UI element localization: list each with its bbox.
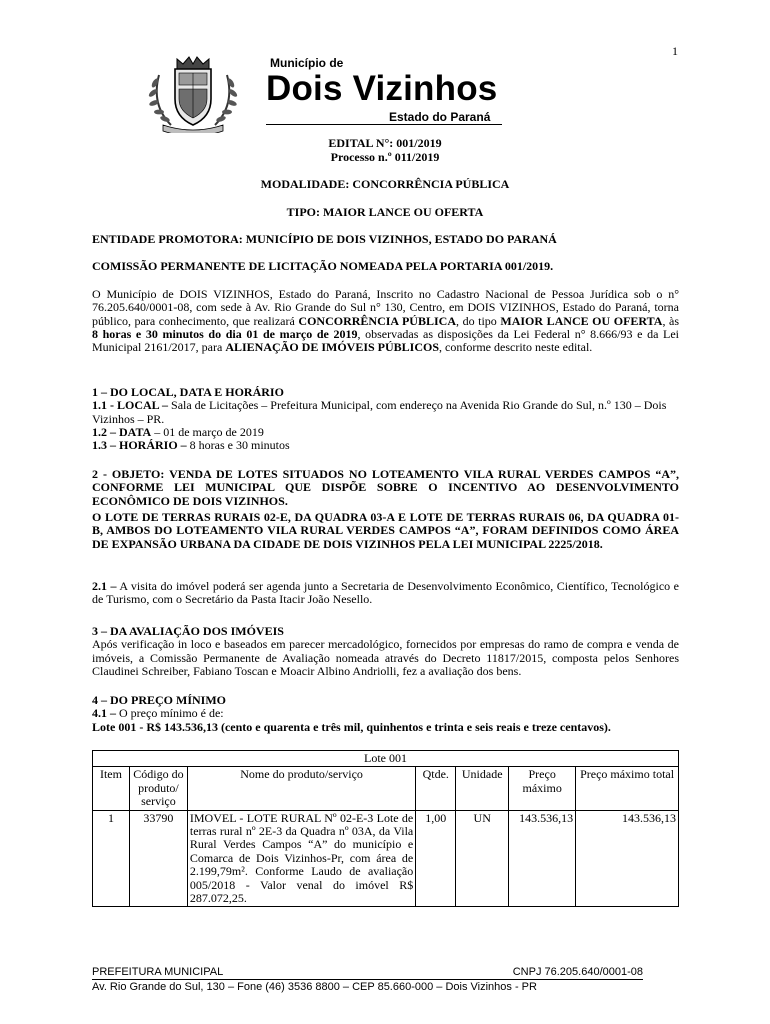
cell-qtde: 1,00 (416, 810, 456, 907)
section-2-lotes: O LOTE DE TERRAS RURAIS 02-E, DA QUADRA 03-A E LOTE DE TERRAS RURAIS 06, DA QUADRA 01-B, AMBOS DO LOTEAMENTO VILA RURAL VERDES CAMPOS “A”, FORAM DEFINIDOS COMO ÁREA DE EXPANSÃO URBANA DA CIDADE DE DOIS VIZINHOS PELA LEI MUNICIPAL 2225/2018. (92, 510, 679, 551)
footer-prefeitura: PREFEITURA MUNICIPAL (92, 966, 224, 978)
cell-total: 143.536,13 (576, 810, 679, 907)
section-1-data: 1.2 – DATA – 01 de março de 2019 (92, 424, 264, 439)
comissao-permanente: COMISSÃO PERMANENTE DE LICITAÇÃO NOMEADA PELA PORTARIA 001/2019. (92, 259, 554, 273)
col-codigo: Código do produto/ serviço (129, 767, 187, 810)
tipo: TIPO: MAIOR LANCE OU OFERTA (286, 205, 484, 219)
col-unidade: Unidade (456, 767, 509, 810)
footer-cnpj: CNPJ 76.205.640/0001-08 (512, 966, 643, 978)
section-4-1: 4.1 – O preço mínimo é de: (92, 706, 224, 721)
process-number: Processo n.º 011/2019 (330, 150, 440, 164)
edital-number: EDITAL N°: 001/2019 (328, 136, 442, 150)
section-1-local: 1.1 - LOCAL – Sala de Licitações – Prefeitura Municipal, com endereço na Avenida Rio Grande do Sul, n.º 130 – Dois Vizinhos – PR. (92, 398, 667, 426)
page-number: 1 (672, 44, 678, 58)
table-row (93, 810, 679, 907)
col-preco: Preço máximo (509, 767, 576, 810)
cell-preco: 143.536,13 (509, 810, 576, 907)
col-nome: Nome do produto/serviço (187, 767, 415, 810)
cell-unidade: UN (456, 810, 509, 907)
table-header-row (93, 767, 679, 810)
municipio-label: Município de (270, 56, 344, 70)
section-3 (92, 625, 679, 678)
section-1 (92, 386, 679, 452)
col-total: Preço máximo total (576, 767, 679, 810)
entidade-promotora: ENTIDADE PROMOTORA: MUNICÍPIO DE DOIS VIZINHOS, ESTADO DO PARANÁ (92, 232, 557, 246)
section-4 (92, 694, 679, 734)
modalidade: MODALIDADE: CONCORRÊNCIA PÚBLICA (260, 177, 510, 191)
state-name: Estado do Paraná (389, 110, 491, 124)
section-3-text: Após verificação in loco e baseados em parecer mercadológico, fornecidos por empresas do ramo de compra e venda de imóveis, a Comissão Permanente de Avaliação nomeada através do Decreto 11817/2015, composta pelos Senhores Claudinei Schreiber, Fabiano Toscan e Moacir Albino Andriolli, fez a avaliação dos bens. (92, 637, 679, 678)
section-2-title: 2 - OBJETO: VENDA DE LOTES SITUADOS NO LOTEAMENTO VILA RURAL VERDES CAMPOS “A”, CONFORME LEI MUNICIPAL QUE DISPÕE SOBRE O INCENTIVO AO DESENVOLVIMENTO ECONÔMICO DE DOIS VIZINHOS. (92, 467, 679, 508)
table-caption: Lote 001 (93, 751, 679, 767)
section-1-title: 1 – DO LOCAL, DATA E HORÁRIO (92, 385, 284, 399)
municipal-coat-of-arms-icon (141, 55, 245, 133)
section-4-lote-line: Lote 001 - R$ 143.536,13 (cento e quarenta e três mil, quinhentos e trinta e seis reais e treze centavos). (92, 719, 611, 734)
cell-nome: IMOVEL - LOTE RURAL Nº 02-E-3 Lote de terras rural nº 2E-3 da Quadra nº 03A, da Vila Rural Verdes Campos “A” do município e Comarca de Dois Vizinhos-Pr, com área de 2.199,79m². Conforme Laudo de avaliação 005/2018 - Valor venal do imóvel R$ 287.072,25. (187, 810, 415, 907)
footer-address: Av. Rio Grande do Sul, 130 – Fone (46) 3536 8800 – CEP 85.660-000 – Dois Vizinhos - PR (92, 981, 537, 993)
intro-paragraph: O Município de DOIS VIZINHOS, Estado do Paraná, Inscrito no Cadastro Nacional de Pessoa Jurídica sob o n° 76.205.640/0001-08, com sede à Av. Rio Grande do Sul n° 130, Centro, em DOIS VIZINHOS, Estado do Paraná, torna público, para conhecimento, que realizará CONCORRÊNCIA PÚBLICA, do tipo MAIOR LANCE OU OFERTA, às 8 horas e 30 minutos do dia 01 de março de 2019, observadas as disposições da Lei Federal n° 8.666/93 e da Lei Municipal 2161/2017, para ALIENAÇÃO DE IMÓVEIS PÚBLICOS, conforme descrito neste edital. (92, 287, 680, 355)
cell-item: 1 (93, 810, 130, 907)
section-3-title: 3 – DA AVALIAÇÃO DOS IMÓVEIS (92, 624, 284, 638)
city-name: Dois Vizinhos (266, 69, 498, 108)
section-4-title: 4 – DO PREÇO MÍNIMO (92, 693, 226, 707)
section-1-horario: 1.3 – HORÁRIO – 8 horas e 30 minutos (92, 438, 290, 453)
page-footer (92, 966, 643, 994)
col-qtde: Qtde. (416, 767, 456, 810)
col-item: Item (93, 767, 130, 810)
section-2-1: 2.1 – A visita do imóvel poderá ser agenda junto a Secretaria de Desenvolvimento Econômico, Científico, Tecnológico e de Turismo, com o Secretário da Pasta Itacir João Nesello. (92, 579, 680, 607)
lote-table (92, 750, 679, 907)
header-divider (266, 124, 502, 125)
cell-codigo: 33790 (129, 810, 187, 907)
